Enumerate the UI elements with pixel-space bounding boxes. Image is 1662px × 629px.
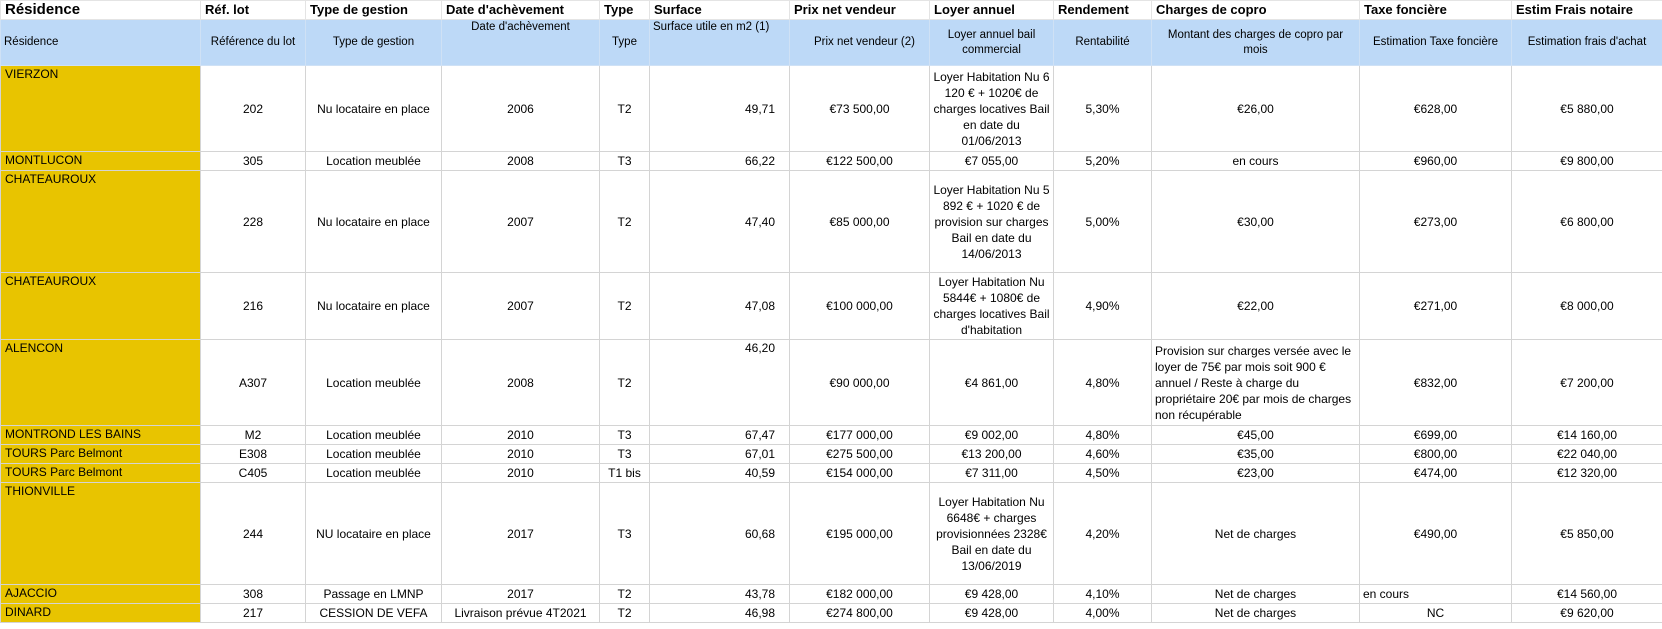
cell-prix-net-vendeur[interactable]: €182 000,00 <box>790 585 930 604</box>
cell-type-gestion[interactable]: Location meublée <box>306 152 442 171</box>
subheader-type[interactable]: Type <box>600 20 650 66</box>
cell-loyer-annuel[interactable]: €9 428,00 <box>930 604 1054 623</box>
subheader-type-gestion[interactable]: Type de gestion <box>306 20 442 66</box>
subheader-residence[interactable]: Résidence <box>1 20 201 66</box>
cell-rendement[interactable]: 5,20% <box>1054 152 1152 171</box>
cell-residence[interactable]: MONTROND LES BAINS <box>1 426 201 445</box>
cell-residence[interactable]: CHATEAUROUX <box>1 273 201 340</box>
header-taxe-fonciere[interactable]: Taxe foncière <box>1360 1 1512 20</box>
cell-charges-copro[interactable]: €23,00 <box>1152 464 1360 483</box>
cell-taxe-fonciere[interactable]: €699,00 <box>1360 426 1512 445</box>
header-charges-copro[interactable]: Charges de copro <box>1152 1 1360 20</box>
cell-surface[interactable]: 47,08 <box>650 273 790 340</box>
subheader-ref-lot[interactable]: Référence du lot <box>201 20 306 66</box>
cell-charges-copro[interactable]: €26,00 <box>1152 66 1360 152</box>
cell-type-gestion[interactable]: Nu locataire en place <box>306 273 442 340</box>
cell-prix-net-vendeur[interactable]: €177 000,00 <box>790 426 930 445</box>
cell-ref-lot[interactable]: 228 <box>201 171 306 273</box>
cell-charges-copro[interactable]: Net de charges <box>1152 483 1360 585</box>
cell-estim-frais-notaire[interactable]: €12 320,00 <box>1512 464 1662 483</box>
cell-residence[interactable]: MONTLUCON <box>1 152 201 171</box>
cell-charges-copro[interactable]: Net de charges <box>1152 585 1360 604</box>
header-date-achevement[interactable]: Date d'achèvement <box>442 1 600 20</box>
cell-estim-frais-notaire[interactable]: €14 560,00 <box>1512 585 1662 604</box>
cell-taxe-fonciere[interactable]: €490,00 <box>1360 483 1512 585</box>
cell-type[interactable]: T3 <box>600 445 650 464</box>
cell-residence[interactable]: THIONVILLE <box>1 483 201 585</box>
cell-loyer-annuel[interactable]: €7 311,00 <box>930 464 1054 483</box>
cell-rendement[interactable]: 4,60% <box>1054 445 1152 464</box>
cell-type[interactable]: T2 <box>600 604 650 623</box>
cell-taxe-fonciere[interactable]: €832,00 <box>1360 340 1512 426</box>
subheader-surface[interactable]: Surface utile en m2 (1) <box>650 20 790 66</box>
cell-date-achevement[interactable]: 2007 <box>442 171 600 273</box>
cell-taxe-fonciere[interactable]: €800,00 <box>1360 445 1512 464</box>
cell-date-achevement[interactable]: 2006 <box>442 66 600 152</box>
cell-ref-lot[interactable]: A307 <box>201 340 306 426</box>
cell-loyer-annuel[interactable]: €4 861,00 <box>930 340 1054 426</box>
cell-surface[interactable]: 40,59 <box>650 464 790 483</box>
cell-date-achevement[interactable]: 2008 <box>442 152 600 171</box>
cell-type-gestion[interactable]: Location meublée <box>306 426 442 445</box>
cell-residence[interactable]: TOURS Parc Belmont <box>1 464 201 483</box>
cell-type[interactable]: T2 <box>600 273 650 340</box>
header-surface[interactable]: Surface <box>650 1 790 20</box>
cell-ref-lot[interactable]: 244 <box>201 483 306 585</box>
table-row <box>1 152 1662 171</box>
cell-loyer-annuel[interactable]: Loyer Habitation Nu 6648€ + charges provisionnées 2328€ Bail en date du 13/06/2019 <box>930 483 1054 585</box>
cell-prix-net-vendeur[interactable]: €73 500,00 <box>790 66 930 152</box>
cell-loyer-annuel[interactable]: Loyer Habitation Nu 6 120 € + 1020€ de charges locatives Bail en date du 01/06/2013 <box>930 66 1054 152</box>
header-ref-lot[interactable]: Réf. lot <box>201 1 306 20</box>
cell-ref-lot[interactable]: C405 <box>201 464 306 483</box>
cell-type[interactable]: T3 <box>600 483 650 585</box>
subheader-taxe-fonciere[interactable]: Estimation Taxe foncière <box>1360 20 1512 66</box>
header-prix-net-vendeur[interactable]: Prix net vendeur <box>790 1 930 20</box>
cell-date-achevement[interactable]: 2007 <box>442 273 600 340</box>
cell-type-gestion[interactable]: Location meublée <box>306 340 442 426</box>
cell-prix-net-vendeur[interactable]: €195 000,00 <box>790 483 930 585</box>
cell-ref-lot[interactable]: 202 <box>201 66 306 152</box>
cell-type-gestion[interactable]: Nu locataire en place <box>306 66 442 152</box>
cell-rendement[interactable]: 4,90% <box>1054 273 1152 340</box>
cell-loyer-annuel[interactable]: Loyer Habitation Nu 5844€ + 1080€ de charges locatives Bail d'habitation <box>930 273 1054 340</box>
cell-surface[interactable]: 49,71 <box>650 66 790 152</box>
header-estim-frais-notaire[interactable]: Estim Frais notaire <box>1512 1 1662 20</box>
cell-ref-lot[interactable]: E308 <box>201 445 306 464</box>
cell-estim-frais-notaire[interactable]: €9 620,00 <box>1512 604 1662 623</box>
cell-charges-copro[interactable]: €30,00 <box>1152 171 1360 273</box>
subheader-rendement[interactable]: Rentabilité <box>1054 20 1152 66</box>
table-row <box>1 171 1662 273</box>
cell-loyer-annuel[interactable]: €13 200,00 <box>930 445 1054 464</box>
table-row <box>1 273 1662 340</box>
cell-rendement[interactable]: 4,00% <box>1054 604 1152 623</box>
cell-rendement[interactable]: 5,30% <box>1054 66 1152 152</box>
subheader-charges-copro[interactable]: Montant des charges de copro par mois <box>1152 20 1360 66</box>
subheader-date-achevement[interactable]: Date d'achèvement <box>442 20 600 66</box>
cell-residence[interactable]: ALENCON <box>1 340 201 426</box>
header-row <box>1 1 1662 20</box>
cell-loyer-annuel[interactable]: €9 002,00 <box>930 426 1054 445</box>
cell-prix-net-vendeur[interactable]: €274 800,00 <box>790 604 930 623</box>
cell-ref-lot[interactable]: 308 <box>201 585 306 604</box>
cell-ref-lot[interactable]: M2 <box>201 426 306 445</box>
cell-charges-copro[interactable]: €45,00 <box>1152 426 1360 445</box>
cell-type[interactable]: T3 <box>600 152 650 171</box>
cell-charges-copro[interactable]: Net de charges <box>1152 604 1360 623</box>
cell-loyer-annuel[interactable]: Loyer Habitation Nu 5 892 € + 1020 € de provision sur charges Bail en date du 14/06/2013 <box>930 171 1054 273</box>
cell-surface[interactable]: 67,47 <box>650 426 790 445</box>
cell-rendement[interactable]: 5,00% <box>1054 171 1152 273</box>
cell-ref-lot[interactable]: 305 <box>201 152 306 171</box>
cell-prix-net-vendeur[interactable]: €275 500,00 <box>790 445 930 464</box>
cell-date-achevement[interactable]: 2008 <box>442 340 600 426</box>
cell-ref-lot[interactable]: 217 <box>201 604 306 623</box>
cell-surface[interactable]: 67,01 <box>650 445 790 464</box>
cell-taxe-fonciere[interactable]: €960,00 <box>1360 152 1512 171</box>
cell-residence[interactable]: AJACCIO <box>1 585 201 604</box>
cell-type[interactable]: T1 bis <box>600 464 650 483</box>
table-row <box>1 66 1662 152</box>
table-row <box>1 426 1662 445</box>
cell-residence[interactable]: VIERZON <box>1 66 201 152</box>
cell-estim-frais-notaire[interactable]: €8 000,00 <box>1512 273 1662 340</box>
subheader-row <box>1 20 1662 66</box>
cell-type[interactable]: T2 <box>600 585 650 604</box>
cell-type[interactable]: T2 <box>600 340 650 426</box>
header-type-gestion[interactable]: Type de gestion <box>306 1 442 20</box>
cell-date-achevement[interactable]: 2010 <box>442 426 600 445</box>
cell-charges-copro[interactable]: €35,00 <box>1152 445 1360 464</box>
cell-date-achevement[interactable]: 2010 <box>442 464 600 483</box>
cell-loyer-annuel[interactable]: €7 055,00 <box>930 152 1054 171</box>
cell-type-gestion[interactable]: Location meublée <box>306 464 442 483</box>
cell-estim-frais-notaire[interactable]: €6 800,00 <box>1512 171 1662 273</box>
cell-taxe-fonciere[interactable]: €474,00 <box>1360 464 1512 483</box>
table-row <box>1 604 1662 623</box>
cell-rendement[interactable]: 4,80% <box>1054 340 1152 426</box>
cell-type[interactable]: T2 <box>600 171 650 273</box>
cell-prix-net-vendeur[interactable]: €154 000,00 <box>790 464 930 483</box>
cell-surface[interactable]: 66,22 <box>650 152 790 171</box>
cell-surface[interactable]: 47,40 <box>650 171 790 273</box>
cell-type[interactable]: T3 <box>600 426 650 445</box>
cell-rendement[interactable]: 4,20% <box>1054 483 1152 585</box>
header-type[interactable]: Type <box>600 1 650 20</box>
cell-estim-frais-notaire[interactable]: €5 850,00 <box>1512 483 1662 585</box>
cell-charges-copro[interactable]: €22,00 <box>1152 273 1360 340</box>
cell-type-gestion[interactable]: CESSION DE VEFA <box>306 604 442 623</box>
cell-surface[interactable]: 43,78 <box>650 585 790 604</box>
subheader-estim-frais-notaire[interactable]: Estimation frais d'achat <box>1512 20 1662 66</box>
table-row <box>1 585 1662 604</box>
cell-taxe-fonciere[interactable]: €271,00 <box>1360 273 1512 340</box>
cell-date-achevement[interactable]: 2017 <box>442 585 600 604</box>
cell-type-gestion[interactable]: Nu locataire en place <box>306 171 442 273</box>
cell-type-gestion[interactable]: Passage en LMNP <box>306 585 442 604</box>
cell-date-achevement[interactable]: Livraison prévue 4T2021 <box>442 604 600 623</box>
table-row <box>1 483 1662 585</box>
cell-taxe-fonciere[interactable]: €628,00 <box>1360 66 1512 152</box>
cell-residence[interactable]: CHATEAUROUX <box>1 171 201 273</box>
cell-surface[interactable]: 46,98 <box>650 604 790 623</box>
cell-date-achevement[interactable]: 2010 <box>442 445 600 464</box>
cell-type-gestion[interactable]: NU locataire en place <box>306 483 442 585</box>
cell-estim-frais-notaire[interactable]: €22 040,00 <box>1512 445 1662 464</box>
header-rendement[interactable]: Rendement <box>1054 1 1152 20</box>
cell-prix-net-vendeur[interactable]: €122 500,00 <box>790 152 930 171</box>
cell-taxe-fonciere[interactable]: en cours <box>1360 585 1512 604</box>
cell-estim-frais-notaire[interactable]: €5 880,00 <box>1512 66 1662 152</box>
header-residence[interactable]: Résidence <box>1 1 201 20</box>
cell-surface[interactable]: 60,68 <box>650 483 790 585</box>
cell-ref-lot[interactable]: 216 <box>201 273 306 340</box>
cell-taxe-fonciere[interactable]: €273,00 <box>1360 171 1512 273</box>
cell-date-achevement[interactable]: 2017 <box>442 483 600 585</box>
cell-estim-frais-notaire[interactable]: €9 800,00 <box>1512 152 1662 171</box>
cell-rendement[interactable]: 4,80% <box>1054 426 1152 445</box>
cell-charges-copro[interactable]: en cours <box>1152 152 1360 171</box>
subheader-loyer-annuel[interactable]: Loyer annuel bail commercial <box>930 20 1054 66</box>
cell-prix-net-vendeur[interactable]: €90 000,00 <box>790 340 930 426</box>
table-row <box>1 445 1662 464</box>
cell-surface[interactable]: 46,20 <box>650 340 790 426</box>
cell-charges-copro[interactable]: Provision sur charges versée avec le loyer de 75€ par mois soit 900 € annuel / Reste à charge du propriétaire 20€ par mois de charges non récupérable <box>1152 340 1360 426</box>
cell-type-gestion[interactable]: Location meublée <box>306 445 442 464</box>
table-row <box>1 464 1662 483</box>
cell-taxe-fonciere[interactable]: NC <box>1360 604 1512 623</box>
cell-prix-net-vendeur[interactable]: €100 000,00 <box>790 273 930 340</box>
cell-residence[interactable]: TOURS Parc Belmont <box>1 445 201 464</box>
header-loyer-annuel[interactable]: Loyer annuel <box>930 1 1054 20</box>
cell-prix-net-vendeur[interactable]: €85 000,00 <box>790 171 930 273</box>
cell-estim-frais-notaire[interactable]: €7 200,00 <box>1512 340 1662 426</box>
cell-loyer-annuel[interactable]: €9 428,00 <box>930 585 1054 604</box>
cell-estim-frais-notaire[interactable]: €14 160,00 <box>1512 426 1662 445</box>
subheader-prix-net-vendeur[interactable]: Prix net vendeur (2) <box>790 20 930 66</box>
cell-rendement[interactable]: 4,50% <box>1054 464 1152 483</box>
table-row <box>1 340 1662 426</box>
cell-residence[interactable]: DINARD <box>1 604 201 623</box>
cell-rendement[interactable]: 4,10% <box>1054 585 1152 604</box>
cell-type[interactable]: T2 <box>600 66 650 152</box>
